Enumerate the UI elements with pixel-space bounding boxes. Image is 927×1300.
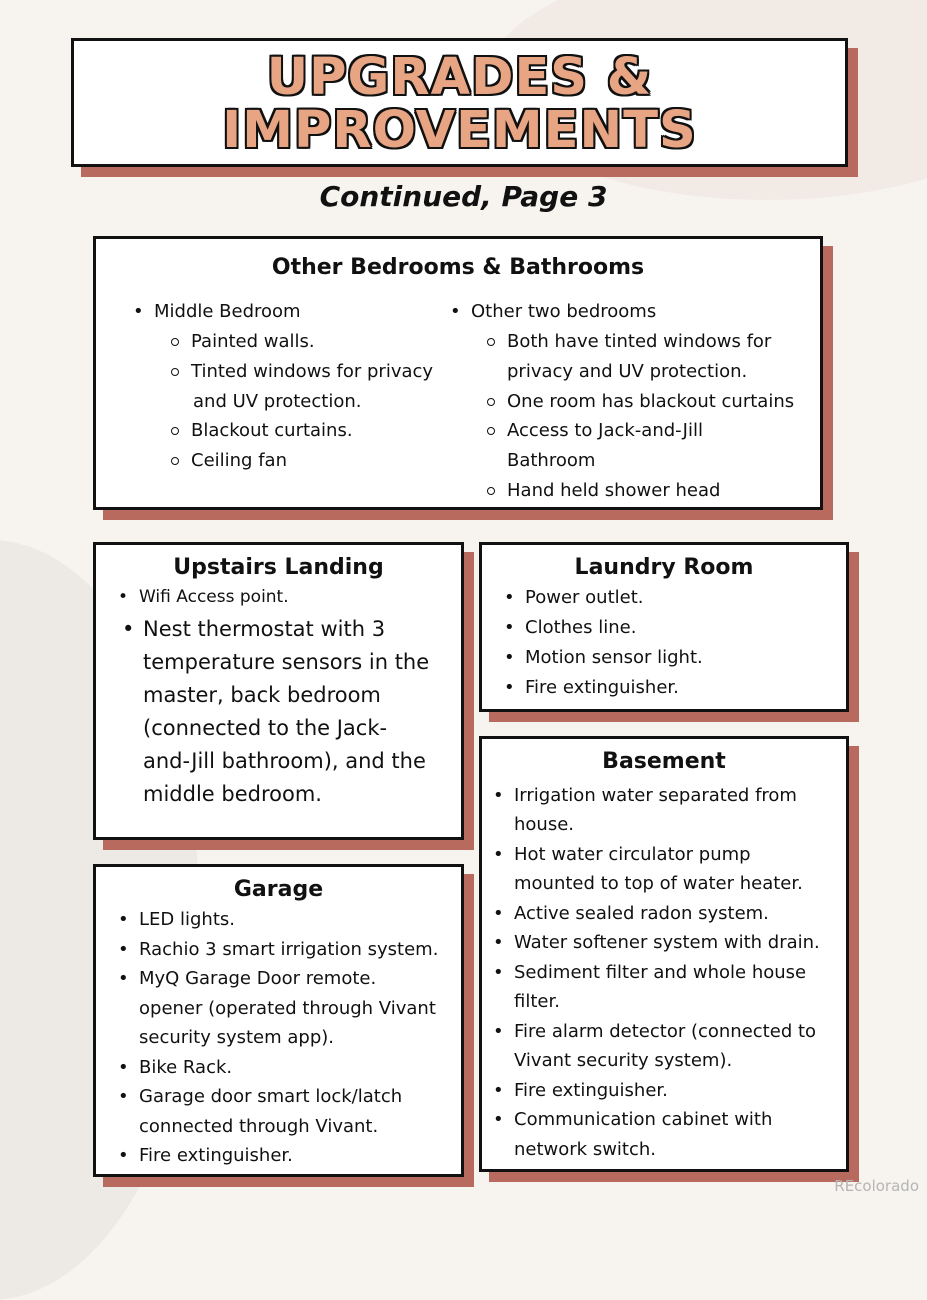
list-item: • Other two bedrooms: [450, 301, 657, 322]
list-item: • Nest thermostat with 3: [122, 617, 386, 641]
sub-list-item-continued: privacy and UV protection.: [507, 361, 748, 382]
list-item: • MyQ Garage Door remote.: [118, 968, 377, 989]
sub-list-item: Both have tinted windows for: [507, 327, 771, 357]
section-heading: Basement: [602, 749, 726, 774]
list-item: • LED lights.: [118, 909, 235, 930]
section-heading: Other Bedrooms & Bathrooms: [271, 255, 645, 280]
list-item-continued: mounted to top of water heater.: [514, 873, 803, 894]
list-item: • Wifi Access point.: [118, 587, 289, 607]
list-item-continued: connected through Vivant.: [139, 1116, 379, 1137]
list-item: • Garage door smart lock/latch: [118, 1086, 403, 1107]
list-item: • Water softener system with drain.: [493, 932, 820, 953]
list-item: • Active sealed radon system.: [493, 903, 769, 924]
upstairs-landing-section: [93, 542, 464, 840]
list-item: • Clothes line.: [504, 617, 637, 638]
list-item-continued: filter.: [514, 991, 560, 1012]
section-heading: Upstairs Landing: [173, 555, 384, 580]
sub-list-item: One room has blackout curtains: [507, 387, 794, 417]
list-item: • Sediment filter and whole house: [493, 962, 807, 983]
sub-list-item: Hand held shower head: [507, 476, 720, 506]
garage-section: [93, 864, 464, 1177]
list-item: • Fire extinguisher.: [118, 1145, 293, 1166]
sub-list-item-continued: and UV protection.: [193, 391, 362, 412]
list-item-continued: master, back bedroom: [143, 683, 381, 707]
list-item-continued: and-Jill bathroom), and the: [143, 749, 426, 773]
list-item: • Fire extinguisher.: [504, 677, 679, 698]
list-item-continued: security system app).: [139, 1027, 335, 1048]
list-item: • Middle Bedroom: [133, 301, 301, 322]
list-item-continued: house.: [514, 814, 575, 835]
list-item: • Bike Rack.: [118, 1057, 233, 1078]
sub-list-item: Ceiling fan: [191, 446, 287, 476]
sub-list-item-continued: Bathroom: [507, 450, 596, 471]
list-item: • Power outlet.: [504, 587, 644, 608]
list-item-continued: network switch.: [514, 1139, 657, 1160]
list-item: • Irrigation water separated from: [493, 785, 797, 806]
sub-list-item: Tinted windows for privacy: [191, 357, 433, 387]
basement-section: [479, 736, 849, 1172]
sub-list-item: Painted walls.: [191, 327, 315, 357]
section-heading: Laundry Room: [574, 555, 754, 580]
list-item: • Communication cabinet with: [493, 1109, 773, 1130]
page-subtitle: Continued, Page 3: [319, 180, 608, 213]
list-item-continued: opener (operated through Vivant: [139, 998, 436, 1019]
list-item: • Fire extinguisher.: [493, 1080, 668, 1101]
list-item-continued: middle bedroom.: [143, 782, 322, 806]
list-item: • Motion sensor light.: [504, 647, 703, 668]
list-item-continued: (connected to the Jack-: [143, 716, 388, 740]
list-item: • Fire alarm detector (connected to: [493, 1021, 817, 1042]
bedrooms-section: [93, 236, 823, 510]
list-item-continued: temperature sensors in the: [143, 650, 430, 674]
section-heading: Garage: [233, 877, 324, 902]
title-line-1: UPGRADES &: [266, 48, 653, 107]
list-item: • Rachio 3 smart irrigation system.: [118, 939, 439, 960]
sub-list-item: Blackout curtains.: [191, 416, 353, 446]
watermark: REcolorado: [834, 1177, 919, 1195]
list-item: • Hot water circulator pump: [493, 844, 751, 865]
list-item-continued: Vivant security system).: [514, 1050, 733, 1071]
laundry-room-section: [479, 542, 849, 712]
sub-list-item: Access to Jack-and-Jill: [507, 416, 703, 446]
title-line-2: IMPROVEMENTS: [222, 101, 697, 160]
title-box: [71, 38, 848, 167]
